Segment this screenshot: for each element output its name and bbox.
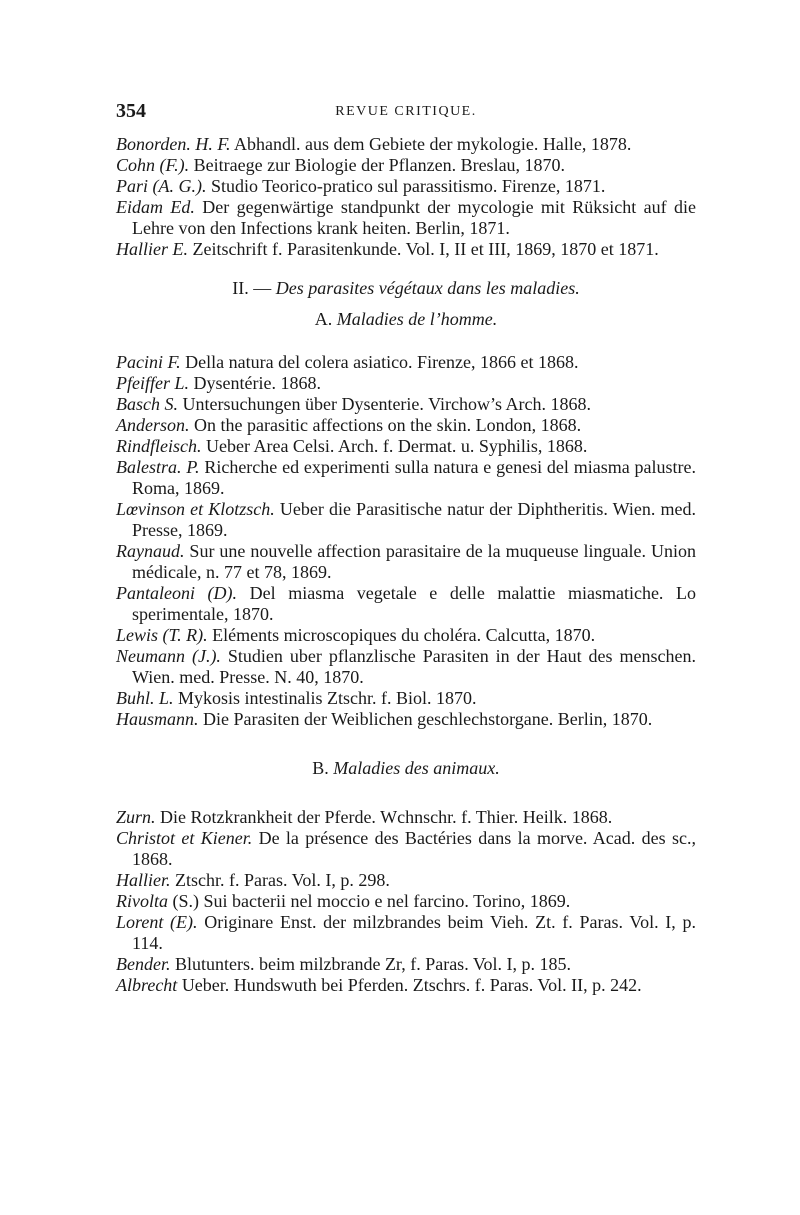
entry-author: Balestra. P. [116,457,200,477]
entry-text: Del miasma vegetale e delle malattie miasmatiche. Lo sperimentale, 1870. [132,583,696,624]
running-title: REVUE CRITIQUE. [335,104,477,119]
bibliography-entry [116,436,696,457]
entry-author: Bonorden. H. F. [116,134,231,154]
entry-author: Zurn. [116,807,156,827]
page-number: 354 [116,100,146,122]
entry-author: Anderson. [116,415,190,435]
bibliography-entry [116,134,696,155]
bibliography-entry [116,625,696,646]
entry-text: Untersuchungen über Dysenterie. Virchow’s Arch. 1868. [178,394,591,414]
entry-text: Die Parasiten der Weiblichen geschlechstorgane. Berlin, 1870. [198,709,653,729]
bibliography-entry [116,541,696,583]
entry-text: Eléments microscopiques du choléra. Calcutta, 1870. [207,625,596,645]
bibliography-entry [116,975,696,996]
entry-author: Cohn (F.). [116,155,190,175]
bibliography-entry [116,870,696,891]
bibliography-entry [116,583,696,625]
entry-author: Basch S. [116,394,178,414]
bibliography-entry [116,239,696,260]
bibliography-entry [116,499,696,541]
bibliography-entry [116,394,696,415]
bibliography-section-animals [116,807,696,996]
bibliography-entry [116,891,696,912]
bibliography-entry [116,352,696,373]
entry-text: Studio Teorico-pratico sul parassitismo. Firenze, 1871. [206,176,606,196]
entry-author: Buhl. L. [116,688,174,708]
subsection-heading-a [116,309,696,330]
entry-author: Rindfleisch. [116,436,202,456]
bibliography-entry [116,807,696,828]
entry-text: De la présence des Bactéries dans la morve. Acad. des sc., 1868. [132,828,696,869]
entry-author: Hallier E. [116,239,188,259]
entry-author: Pari (A. G.). [116,176,207,196]
entry-author: Albrecht [116,975,178,995]
entry-author: Hallier. [116,870,171,890]
bibliography-entry [116,912,696,954]
page-header [116,100,696,124]
entry-text: Zeitschrift f. Parasitenkunde. Vol. I, II et III, 1869, 1870 et 1871. [188,239,659,259]
entry-text: Ueber. Hundswuth bei Pferden. Ztschrs. f. Paras. Vol. II, p. 242. [177,975,642,995]
entry-text: Della natura del colera asiatico. Firenze, 1866 et 1868. [180,352,579,372]
entry-text: Sur une nouvelle affection parasitaire de la muqueuse linguale. Union médicale, n. 77 et 78, 1869. [132,541,696,582]
entry-text: Der gegenwärtige standpunkt der mycologie mit Rüksicht auf die Lehre von den Infections krank heiten. Berlin, 1871. [132,197,696,238]
section-heading [116,278,696,299]
entry-author: Bender. [116,954,171,974]
bibliography-entry [116,709,696,730]
bibliography-entry [116,646,696,688]
entry-text: Mykosis intestinalis Ztschr. f. Biol. 1870. [173,688,477,708]
entry-text: Ztschr. f. Paras. Vol. I, p. 298. [170,870,390,890]
entry-author: Eidam Ed. [116,197,195,217]
bibliography-section-human [116,352,696,730]
bibliography-entry [116,828,696,870]
entry-text: (S.) Sui bacterii nel moccio e nel farcino. Torino, 1869. [168,891,571,911]
subsection-heading-b [116,758,696,779]
bibliography-entry [116,176,696,197]
section-number: II. — [232,278,276,298]
subsection-letter-a: A. [314,309,337,329]
entry-author: Lorent (E). [116,912,198,932]
entry-text: Abhandl. aus dem Gebiete der mykologie. Halle, 1878. [230,134,632,154]
bibliography-entry [116,457,696,499]
bibliography-entry [116,155,696,176]
entry-text: Originare Enst. der milzbrandes beim Vieh. Zt. f. Paras. Vol. I, p. 114. [132,912,696,953]
entry-text: Beitraege zur Biologie der Pflanzen. Breslau, 1870. [189,155,566,175]
entry-text: Studien uber pflanzlische Parasiten in der Haut des menschen. Wien. med. Presse. N. 40, 1870. [132,646,696,687]
bibliography-entry [116,954,696,975]
bibliography-entry [116,197,696,239]
subsection-letter-b: B. [312,758,334,778]
entry-author: Pfeiffer L. [116,373,189,393]
entry-author: Raynaud. [116,541,185,561]
section-title: Des parasites végétaux dans les maladies. [275,278,580,298]
entry-text: Ueber Area Celsi. Arch. f. Dermat. u. Syphilis, 1868. [201,436,588,456]
entry-text: Richerche ed experimenti sulla natura e genesi del miasma palustre. Roma, 1869. [132,457,697,498]
bibliography-section-general [116,134,696,260]
entry-text: On the parasitic affections on the skin. London, 1868. [189,415,582,435]
bibliography-entry [116,415,696,436]
entry-author: Rivolta [116,891,168,911]
entry-text: Blutunters. beim milzbrande Zr, f. Paras. Vol. I, p. 185. [170,954,572,974]
text-column [116,134,696,996]
entry-author: Lœvinson et Klotzsch. [116,499,275,519]
entry-author: Pantaleoni (D). [116,583,238,603]
entry-author: Lewis (T. R). [116,625,208,645]
entry-text: Ueber die Parasitische natur der Diphtheritis. Wien. med. Presse, 1869. [132,499,696,540]
entry-author: Christot et Kiener. [116,828,253,848]
entry-author: Pacini F. [116,352,181,372]
entry-author: Neumann (J.). [116,646,221,666]
entry-text: Die Rotzkrankheit der Pferde. Wchnschr. f. Thier. Heilk. 1868. [155,807,613,827]
subsection-title-a: Maladies de l’homme. [336,309,498,329]
bibliography-entry [116,688,696,709]
entry-text: Dysentérie. 1868. [189,373,321,393]
bibliography-entry [116,373,696,394]
entry-author: Hausmann. [116,709,199,729]
subsection-title-b: Maladies des animaux. [333,758,500,778]
